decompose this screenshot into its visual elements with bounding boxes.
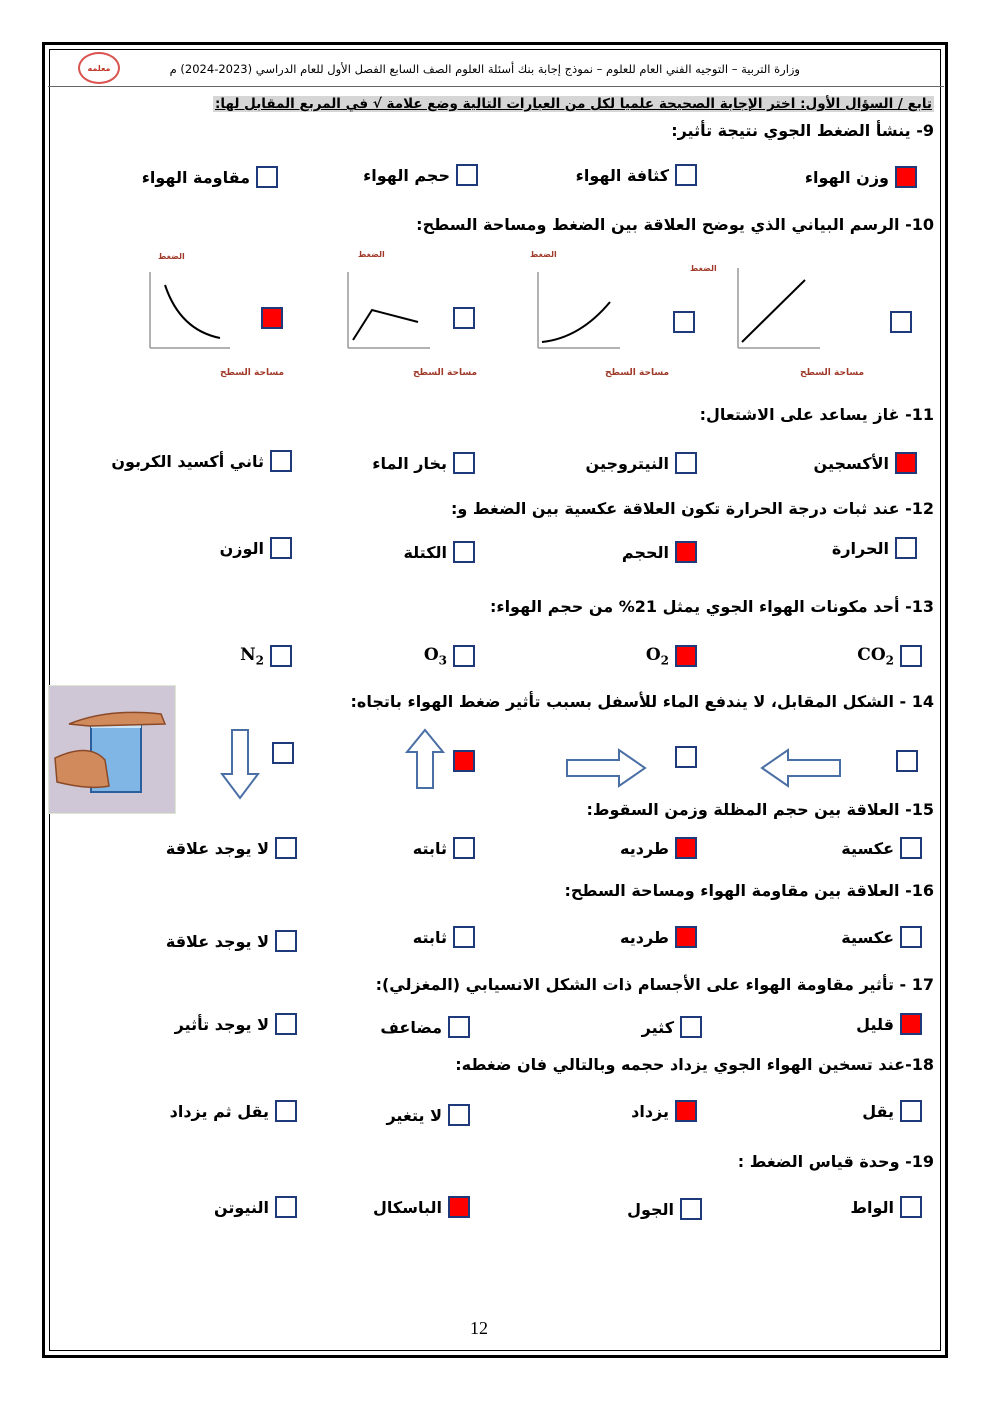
q14-checkbox-right[interactable] [675, 746, 697, 768]
q13-option-3[interactable]: $O_3$ [424, 645, 475, 667]
graph3-xlabel: مساحة السطح [605, 368, 670, 378]
question-17: 17 - تأثير مقاومة الهواء على الأجسام ذات الشكل الانسيابي (المغزلي): [375, 975, 934, 994]
q18-option-3[interactable]: لا يتغير [386, 1104, 470, 1126]
q17-option-3[interactable]: مضاعف [380, 1016, 470, 1038]
checkbox[interactable] [448, 1104, 470, 1126]
arrow-right-icon [565, 748, 647, 788]
q10-checkbox-1[interactable] [261, 307, 283, 329]
q17-option-2[interactable]: كثير [642, 1016, 702, 1038]
q18-option-1[interactable]: يقل [862, 1100, 922, 1122]
checkbox[interactable] [275, 1100, 297, 1122]
graph2-xlabel: مساحة السطح [413, 368, 478, 378]
question-12: 12- عند ثبات درجة الحرارة تكون العلاقة عكسية بين الضغط و: [450, 499, 934, 518]
q13-option-2[interactable]: $O_2$ [646, 645, 697, 667]
question-16: 16- العلاقة بين مقاومة الهواء ومساحة السطح: [564, 881, 934, 900]
checkbox[interactable] [270, 537, 292, 559]
checkbox[interactable] [675, 645, 697, 667]
q19-option-3[interactable]: الباسكال [373, 1196, 470, 1218]
q10-graphs [140, 260, 840, 360]
checkbox[interactable] [900, 1196, 922, 1218]
checkbox[interactable] [895, 452, 917, 474]
q17-option-1[interactable]: قليل [856, 1013, 922, 1035]
checkbox[interactable] [270, 450, 292, 472]
arrow-down-icon [220, 728, 260, 800]
q19-option-4[interactable]: النيوتن [214, 1196, 297, 1218]
checkbox[interactable] [453, 645, 475, 667]
graph-decreasing-curve [150, 272, 230, 348]
page-header: وزارة التربية – التوجيه الفني العام للعلوم – نموذج إجابة بنك أسئلة العلوم الصف السابع الفصل الأول للعام الدراسي (2023-2024) م [169, 62, 800, 76]
graph-straight-line [738, 268, 820, 348]
arrow-left-icon [760, 748, 842, 788]
graph1-xlabel: مساحة السطح [220, 368, 285, 378]
question-11: 11- غاز يساعد على الاشتعال: [699, 405, 934, 424]
graph4-xlabel: مساحة السطح [800, 368, 865, 378]
q16-option-4[interactable]: لا يوجد علاقة [166, 930, 297, 952]
q14-checkbox-left[interactable] [896, 750, 918, 772]
q9-option-3[interactable]: حجم الهواء [363, 164, 478, 186]
checkbox[interactable] [453, 541, 475, 563]
q9-option-4[interactable]: مقاومة الهواء [142, 166, 278, 188]
q19-option-2[interactable]: الجول [627, 1198, 702, 1220]
checkbox[interactable] [900, 645, 922, 667]
checkbox[interactable] [895, 537, 917, 559]
question-13: 13- أحد مكونات الهواء الجوي يمثل 21% من حجم الهواء: [489, 597, 934, 616]
checkbox[interactable] [448, 1016, 470, 1038]
q17-option-4[interactable]: لا يوجد تأثير [175, 1013, 297, 1035]
q12-option-3[interactable]: الكتلة [403, 541, 475, 563]
graph1-ylabel: الضغط [158, 252, 185, 261]
checkbox[interactable] [675, 452, 697, 474]
q10-checkbox-3[interactable] [673, 311, 695, 333]
q15-option-3[interactable]: ثابته [413, 837, 475, 859]
q16-option-1[interactable]: عكسية [841, 926, 922, 948]
question-15: 15- العلاقة بين حجم المظلة وزمن السقوط: [586, 800, 934, 819]
question-10: 10- الرسم البياني الذي يوضح العلاقة بين الضغط ومساحة السطح: [416, 215, 934, 234]
graph3-ylabel: الضغط [530, 250, 557, 259]
checkbox[interactable] [900, 837, 922, 859]
checkbox[interactable] [275, 930, 297, 952]
checkbox[interactable] [453, 452, 475, 474]
checkbox[interactable] [675, 926, 697, 948]
q14-checkbox-down[interactable] [272, 742, 294, 764]
checkbox[interactable] [275, 1013, 297, 1035]
checkbox[interactable] [900, 926, 922, 948]
checkbox[interactable] [900, 1013, 922, 1035]
checkbox[interactable] [675, 837, 697, 859]
arrow-up-icon [405, 728, 445, 790]
checkbox[interactable] [456, 164, 478, 186]
q16-option-2[interactable]: طرديه [620, 926, 697, 948]
checkbox[interactable] [275, 837, 297, 859]
hand-glass-illustration [48, 685, 176, 814]
graph4-ylabel: الضغط [690, 264, 717, 273]
checkbox[interactable] [900, 1100, 922, 1122]
q11-option-3[interactable]: بخار الماء [372, 452, 475, 474]
q10-checkbox-2[interactable] [453, 307, 475, 329]
q9-option-1[interactable]: وزن الهواء [805, 166, 917, 188]
header-divider [48, 86, 944, 87]
graph-increasing-curve [538, 272, 620, 348]
q19-option-1[interactable]: الواط [850, 1196, 922, 1218]
q10-checkbox-4[interactable] [890, 311, 912, 333]
q15-option-4[interactable]: لا يوجد علاقة [166, 837, 297, 859]
instruction-text: تابع / السؤال الأول: اختر الإجابة الصحيحة علميا لكل من العبارات التالية وضع علامة √ في المربع المقابل لها: [215, 96, 932, 112]
checkbox[interactable] [275, 1196, 297, 1218]
q18-option-4[interactable]: يقل ثم يزداد [170, 1100, 297, 1122]
q11-option-1[interactable]: الأكسجين [814, 452, 917, 474]
q14-checkbox-up[interactable] [453, 750, 475, 772]
q11-option-2[interactable]: النيتروجين [586, 452, 697, 474]
question-19: 19- وحدة قياس الضغط : [737, 1152, 934, 1171]
q9-option-2[interactable]: كثافة الهواء [576, 164, 697, 186]
checkbox[interactable] [680, 1016, 702, 1038]
checkbox[interactable] [270, 645, 292, 667]
graph-rise-fall [348, 272, 430, 348]
q15-option-1[interactable]: عكسية [841, 837, 922, 859]
q12-option-4[interactable]: الوزن [220, 537, 292, 559]
q13-option-1[interactable]: $CO_2$ [857, 645, 922, 667]
page-number: 12 [470, 1318, 488, 1338]
question-18: 18-عند تسخين الهواء الجوي يزداد حجمه وبالتالي فان ضغطه: [455, 1055, 934, 1074]
q12-option-2[interactable]: الحجم [622, 541, 697, 563]
q16-option-3[interactable]: ثابته [413, 926, 475, 948]
q11-option-4[interactable]: ثاني أكسيد الكربون [111, 450, 292, 472]
checkbox[interactable] [675, 1100, 697, 1122]
checkbox[interactable] [680, 1198, 702, 1220]
checkbox[interactable] [453, 926, 475, 948]
graph2-ylabel: الضغط [358, 250, 385, 259]
q15-option-2[interactable]: طرديه [620, 837, 697, 859]
checkbox[interactable] [256, 166, 278, 188]
checkbox[interactable] [453, 837, 475, 859]
q18-option-2[interactable]: يزداد [631, 1100, 697, 1122]
q12-option-1[interactable]: الحرارة [832, 537, 917, 559]
q13-option-4[interactable]: $N_2$ [240, 645, 292, 667]
checkbox[interactable] [448, 1196, 470, 1218]
question-14: 14 - الشكل المقابل، لا يندفع الماء للأسفل بسبب تأثير ضغط الهواء باتجاه: [350, 692, 934, 711]
checkbox[interactable] [895, 166, 917, 188]
checkbox[interactable] [675, 541, 697, 563]
question-9: 9- ينشأ الضغط الجوي نتيجة تأثير: [671, 121, 934, 140]
ministry-logo: معلمه [78, 52, 120, 84]
checkbox[interactable] [675, 164, 697, 186]
